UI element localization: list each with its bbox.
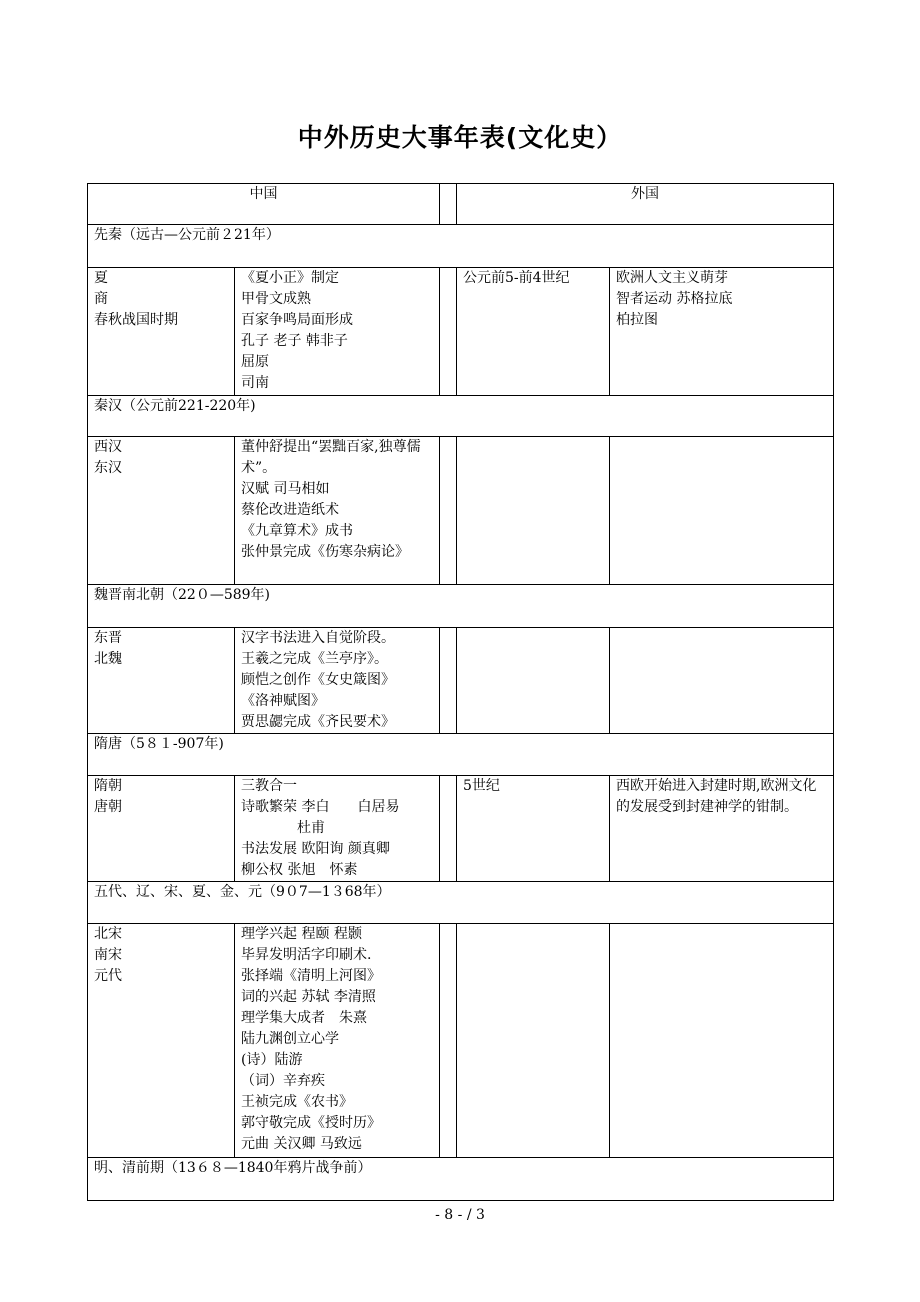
dynasty-cell bbox=[88, 437, 235, 585]
foreign-time-cell bbox=[457, 437, 610, 585]
event: 王祯完成《农书》 bbox=[241, 1094, 353, 1110]
era-label: 魏晋南北朝（22０—589年) bbox=[88, 585, 834, 628]
foreign-time-cell: 公元前5-前4世纪 bbox=[457, 268, 610, 396]
foreign-event: 西欧开始进入封建时期,欧洲文化的发展受到封建神学的钳制。 bbox=[616, 778, 817, 815]
event: 柳公权 张旭 怀素 bbox=[241, 862, 358, 878]
event: 孔子 老子 韩非子 bbox=[241, 333, 348, 349]
dynasty: 隋朝 bbox=[94, 778, 122, 794]
event: 《九章算术》成书 bbox=[241, 523, 353, 539]
period-content-row bbox=[88, 628, 834, 734]
event: 王羲之完成《兰亭序》。 bbox=[241, 651, 388, 667]
events-cell bbox=[235, 924, 440, 1158]
chronology-table bbox=[87, 183, 834, 1201]
foreign-event: 欧洲人文主义萌芽 bbox=[616, 270, 728, 286]
era-label: 隋唐（5８１-907年) bbox=[88, 734, 834, 776]
dynasty: 夏 bbox=[94, 270, 108, 286]
event: 《洛神赋图》 bbox=[241, 693, 325, 709]
era-label: 秦汉（公元前221-220年) bbox=[88, 396, 834, 437]
dynasty-cell bbox=[88, 628, 235, 734]
event: 甲骨文成熟 bbox=[241, 291, 311, 307]
event: 三教合一 bbox=[241, 778, 297, 794]
foreign-events-cell bbox=[610, 776, 834, 882]
event: 百家争鸣局面形成 bbox=[241, 312, 353, 328]
event: 董仲舒提出“罢黜百家,独尊儒术”。 bbox=[241, 439, 421, 476]
page-number: - 8 - / 3 bbox=[435, 1207, 485, 1223]
event: 郭守敬完成《授时历》 bbox=[241, 1115, 381, 1131]
dynasty: 东晋 bbox=[94, 630, 122, 646]
events-cell bbox=[235, 437, 440, 585]
event: (诗）陆游 bbox=[241, 1052, 303, 1068]
dynasty: 春秋战国时期 bbox=[94, 312, 178, 328]
dynasty: 元代 bbox=[94, 968, 122, 984]
column-separator bbox=[440, 628, 457, 734]
period-content-row bbox=[88, 268, 834, 396]
foreign-events-cell bbox=[610, 628, 834, 734]
foreign-event: 智者运动 苏格拉底 bbox=[616, 291, 733, 307]
period-content-row bbox=[88, 437, 834, 585]
era-row bbox=[88, 1158, 834, 1201]
dynasty: 南宋 bbox=[94, 947, 122, 963]
event: 汉赋 司马相如 bbox=[241, 481, 330, 497]
foreign-events-cell bbox=[610, 437, 834, 585]
event: 司南 bbox=[241, 375, 269, 391]
event: 蔡伦改进造纸术 bbox=[241, 502, 339, 518]
event: 杜甫 bbox=[241, 820, 325, 836]
events-cell bbox=[235, 268, 440, 396]
era-row bbox=[88, 734, 834, 776]
period-content-row bbox=[88, 924, 834, 1158]
column-separator bbox=[440, 184, 457, 225]
dynasty: 西汉 bbox=[94, 439, 122, 455]
era-row bbox=[88, 585, 834, 628]
foreign-events-cell bbox=[610, 924, 834, 1158]
events-cell bbox=[235, 628, 440, 734]
dynasty-cell bbox=[88, 924, 235, 1158]
dynasty-cell bbox=[88, 268, 235, 396]
table-header-row bbox=[88, 184, 834, 225]
event: 《夏小正》制定 bbox=[241, 270, 339, 286]
event: 汉字书法进入自觉阶段。 bbox=[241, 630, 395, 646]
dynasty: 东汉 bbox=[94, 460, 122, 476]
event: 诗歌繁荣 李白 白居易 bbox=[241, 799, 400, 815]
event: 书法发展 欧阳询 颜真卿 bbox=[241, 841, 390, 857]
event: 张择端《清明上河图》 bbox=[241, 968, 381, 984]
era-row bbox=[88, 225, 834, 268]
event: 词的兴起 苏轼 李清照 bbox=[241, 989, 376, 1005]
era-label: 五代、辽、宋、夏、金、元（9０7—1３68年） bbox=[88, 882, 834, 924]
event: 顾恺之创作《女史箴图》 bbox=[241, 672, 395, 688]
event: 贾思勰完成《齐民要术》 bbox=[241, 714, 395, 730]
period-content-row bbox=[88, 776, 834, 882]
era-label: 明、清前期（13６８—1840年鸦片战争前） bbox=[88, 1158, 834, 1201]
event: 元曲 关汉卿 马致远 bbox=[241, 1136, 362, 1152]
foreign-time-cell bbox=[457, 924, 610, 1158]
foreign-event: 柏拉图 bbox=[616, 312, 658, 328]
event: 张仲景完成《伤寒杂病论》 bbox=[241, 544, 409, 560]
dynasty: 北宋 bbox=[94, 926, 122, 942]
dynasty: 商 bbox=[94, 291, 108, 307]
event: 屈原 bbox=[241, 354, 269, 370]
page-title: 中外历史大事年表(文化史） bbox=[297, 123, 623, 152]
dynasty-cell bbox=[88, 776, 235, 882]
foreign-time-cell: 5世纪 bbox=[457, 776, 610, 882]
event: 毕昇发明活字印刷术. bbox=[241, 947, 372, 963]
foreign-events-cell bbox=[610, 268, 834, 396]
dynasty: 唐朝 bbox=[94, 799, 122, 815]
event: 理学兴起 程颐 程颢 bbox=[241, 926, 362, 942]
header-foreign: 外国 bbox=[457, 184, 834, 225]
column-separator bbox=[440, 776, 457, 882]
foreign-time-cell bbox=[457, 628, 610, 734]
column-separator bbox=[440, 268, 457, 396]
era-row bbox=[88, 882, 834, 924]
era-row bbox=[88, 396, 834, 437]
era-label: 先秦（远古—公元前２21年） bbox=[88, 225, 834, 268]
events-cell bbox=[235, 776, 440, 882]
event: （词）辛弃疾 bbox=[241, 1073, 325, 1089]
event: 理学集大成者 朱熹 bbox=[241, 1010, 367, 1026]
column-separator bbox=[440, 437, 457, 585]
dynasty: 北魏 bbox=[94, 651, 122, 667]
header-china: 中国 bbox=[88, 184, 440, 225]
column-separator bbox=[440, 924, 457, 1158]
event: 陆九渊创立心学 bbox=[241, 1031, 339, 1047]
